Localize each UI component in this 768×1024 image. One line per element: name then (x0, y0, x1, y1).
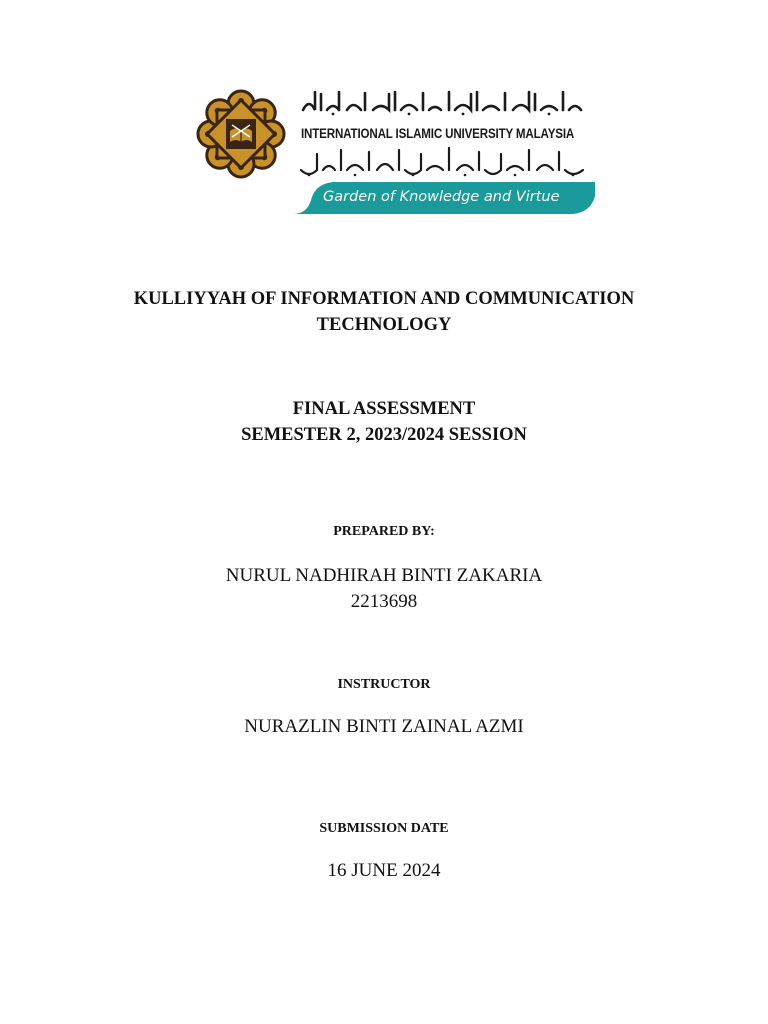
instructor-name: NURAZLIN BINTI ZAINAL AZMI (244, 716, 524, 737)
university-logo (193, 86, 595, 214)
submission-date: 16 JUNE 2024 (327, 860, 441, 881)
session-text: SEMESTER 2, 2023/2024 SESSION (241, 425, 527, 445)
faculty-title (0, 286, 768, 338)
submission-date-label: SUBMISSION DATE (319, 821, 449, 836)
assessment-heading (0, 396, 768, 448)
prepared-by-label: PREPARED BY: (333, 524, 435, 539)
assessment-title: FINAL ASSESSMENT (292, 399, 476, 419)
arabic-script-top (299, 88, 583, 116)
university-name: INTERNATIONAL ISLAMIC UNIVERSITY MALAYSIA (301, 126, 575, 141)
student-id: 2213698 (350, 591, 418, 612)
student-name: NURUL NADHIRAH BINTI ZAKARIA (225, 565, 543, 586)
university-emblem-icon (193, 86, 289, 182)
faculty-title-line-2: TECHNOLOGY (316, 315, 452, 335)
faculty-title-line-1: KULLIYYAH OF INFORMATION AND COMMUNICATION (133, 289, 635, 309)
university-motto: Garden of Knowledge and Virtue (323, 189, 560, 205)
arabic-script-bottom (297, 144, 587, 178)
instructor-label: INSTRUCTOR (337, 677, 431, 692)
